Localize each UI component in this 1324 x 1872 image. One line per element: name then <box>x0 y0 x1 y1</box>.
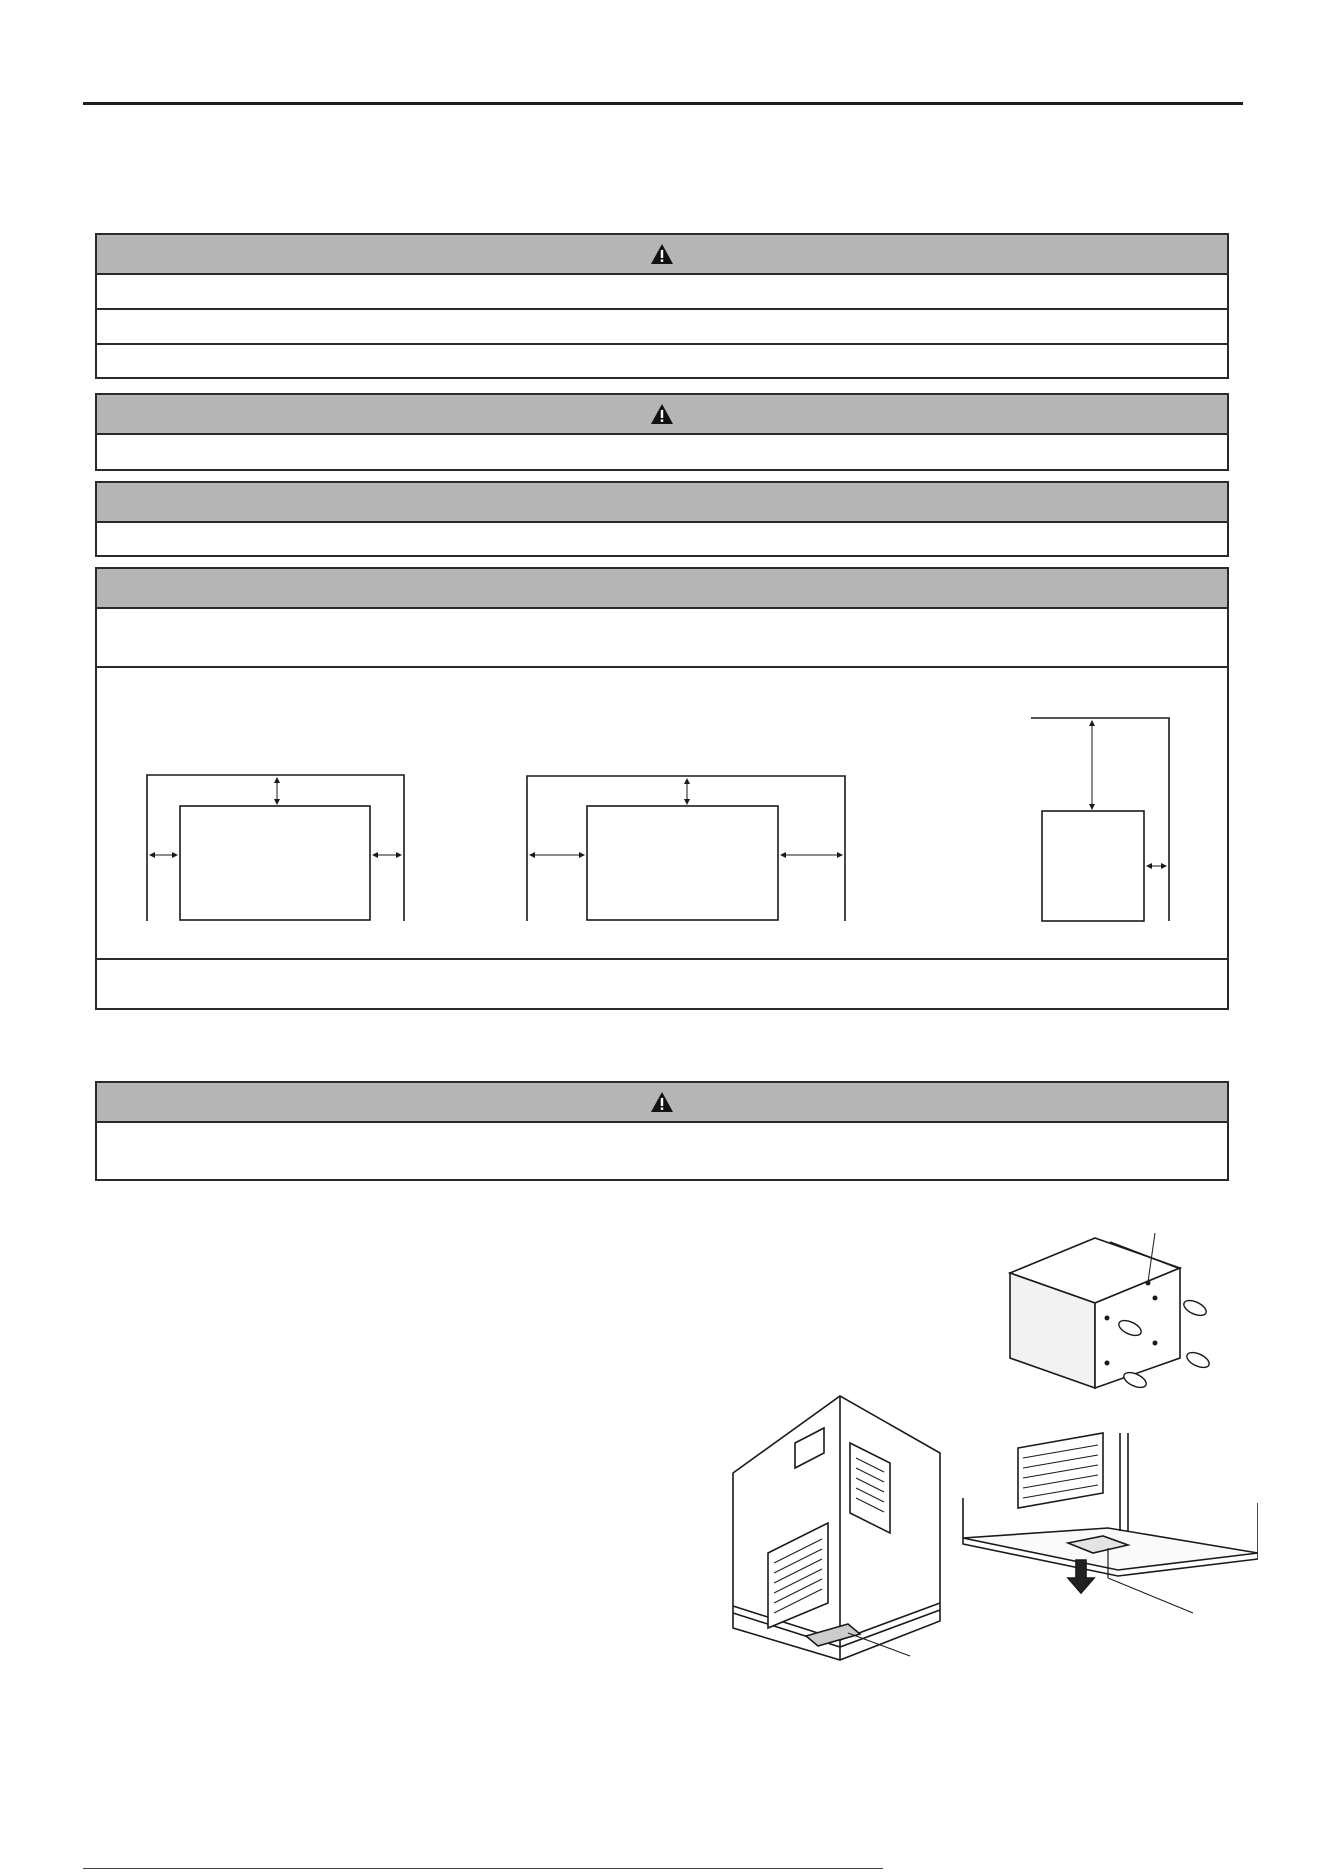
warning-box-row <box>97 275 1227 310</box>
note-box-row <box>97 609 1227 668</box>
warning-box-row <box>97 345 1227 378</box>
warning-box-2 <box>95 393 1229 471</box>
warning-box-row <box>97 310 1227 345</box>
warning-box-5 <box>95 1081 1229 1181</box>
warning-box-header <box>97 1083 1227 1123</box>
footer-rule <box>83 1868 883 1869</box>
unit-bottom-drain-view <box>958 1428 1258 1618</box>
warning-triangle-icon <box>650 403 674 425</box>
unit-rear-with-feet <box>1000 1228 1230 1408</box>
note-box-header <box>97 569 1227 609</box>
warning-box-row <box>97 435 1227 469</box>
note-box-4 <box>95 567 1229 1010</box>
note-box-row <box>97 960 1227 1016</box>
warning-box-row <box>97 1123 1227 1181</box>
clearance-diagram-front <box>147 775 404 921</box>
clearance-diagram-row <box>97 668 1227 960</box>
clearance-diagram-wide <box>527 776 845 921</box>
note-box-row <box>97 523 1227 557</box>
warning-box-header <box>97 395 1227 435</box>
warning-box-1 <box>95 233 1229 379</box>
note-box-header <box>97 483 1227 523</box>
warning-triangle-icon <box>650 1091 674 1113</box>
warning-triangle-icon <box>650 243 674 265</box>
note-box-3 <box>95 481 1229 557</box>
unit-cabinet-perspective <box>728 1388 968 1668</box>
clearance-diagram-side <box>1031 718 1169 921</box>
warning-box-header <box>97 235 1227 275</box>
clearance-diagrams <box>97 668 1227 958</box>
header-rule <box>83 102 1243 105</box>
